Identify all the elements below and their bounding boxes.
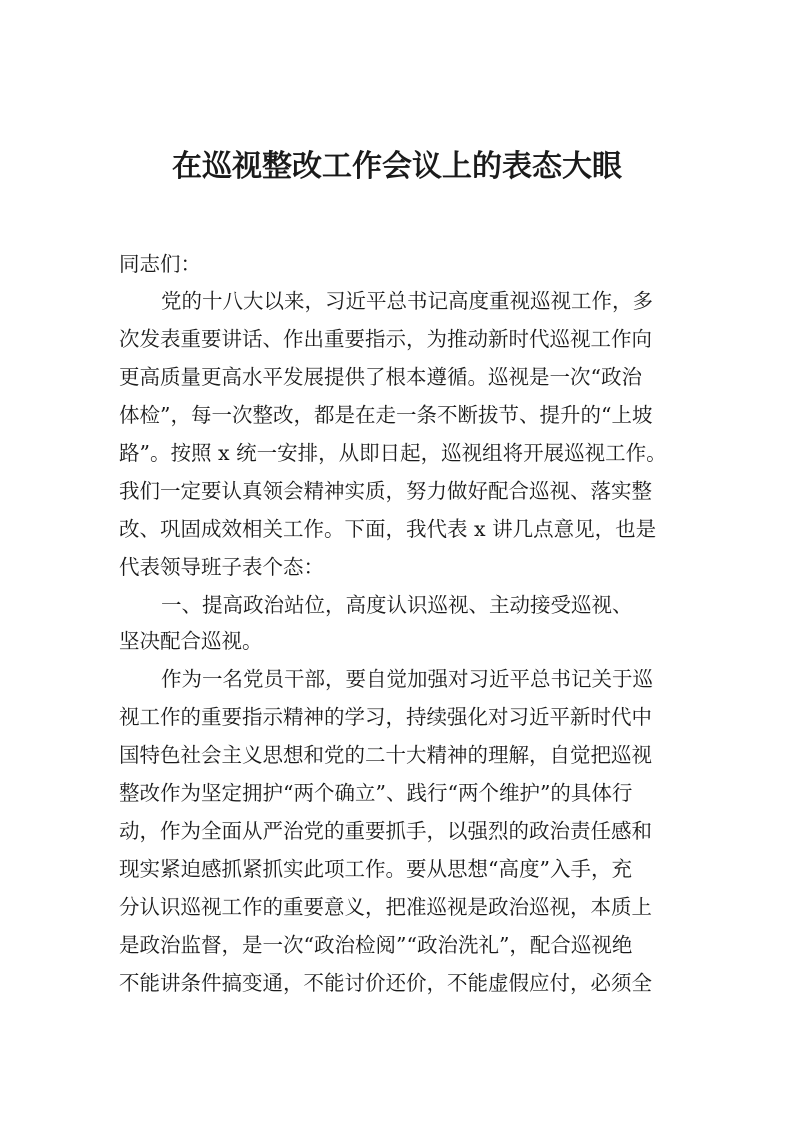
paragraph-line: 更高质量更高水平发展提供了根本遵循。巡视是一次“政治 [119,365,642,389]
paragraph-line: 改、巩固成效相关工作。下面，我代表 x 讲几点意见，也是 [119,517,657,541]
paragraph-line: 路”。按照 x 统一安排，从即日起，巡视组将开展巡视工作。 [119,441,667,465]
paragraph-line: 国特色社会主义思想和党的二十大精神的理解，自觉把巡视 [119,743,652,767]
paragraph-line: 作为一名党员干部，要自觉加强对习近平总书记关于巡 [161,667,653,691]
section-heading-line: 一、提高政治站位，高度认识巡视、主动接受巡视、 [161,593,633,617]
document-title: 在巡视整改工作会议上的表态大眼 [172,149,622,184]
section-heading-line: 坚决配合巡视。 [119,629,263,653]
paragraph-line: 是政治监督，是一次“政治检阅”“政治洗礼”，配合巡视绝 [119,933,633,957]
paragraph-line: 分认识巡视工作的重要意义，把准巡视是政治巡视，本质上 [119,895,652,919]
paragraph-line: 现实紧迫感抓紧抓实此项工作。要从思想“高度”入手，充 [119,857,632,881]
paragraph-line: 体检”，每一次整改，都是在走一条不断拔节、提升的“上坡 [119,403,653,427]
paragraph-line: 动，作为全面从严治党的重要抓手，以强烈的政治责任感和 [119,819,652,843]
paragraph-line: 我们一定要认真领会精神实质，努力做好配合巡视、落实整 [119,479,652,503]
paragraph-line: 次发表重要讲话、作出重要指示，为推动新时代巡视工作向 [119,327,652,351]
paragraph-line: 整改作为坚定拥护“两个确立”、践行“两个维护”的具体行 [119,781,633,805]
paragraph-line: 不能讲条件搞变通，不能讨价还价，不能虚假应付，必须全 [119,971,652,995]
paragraph-line: 代表领导班子表个态： [119,555,324,579]
paragraph-line: 视工作的重要指示精神的学习，持续强化对习近平新时代中 [119,705,652,729]
salutation: 同志们： [119,252,201,276]
paragraph-line: 党的十八大以来，习近平总书记高度重视巡视工作，多 [161,289,653,313]
